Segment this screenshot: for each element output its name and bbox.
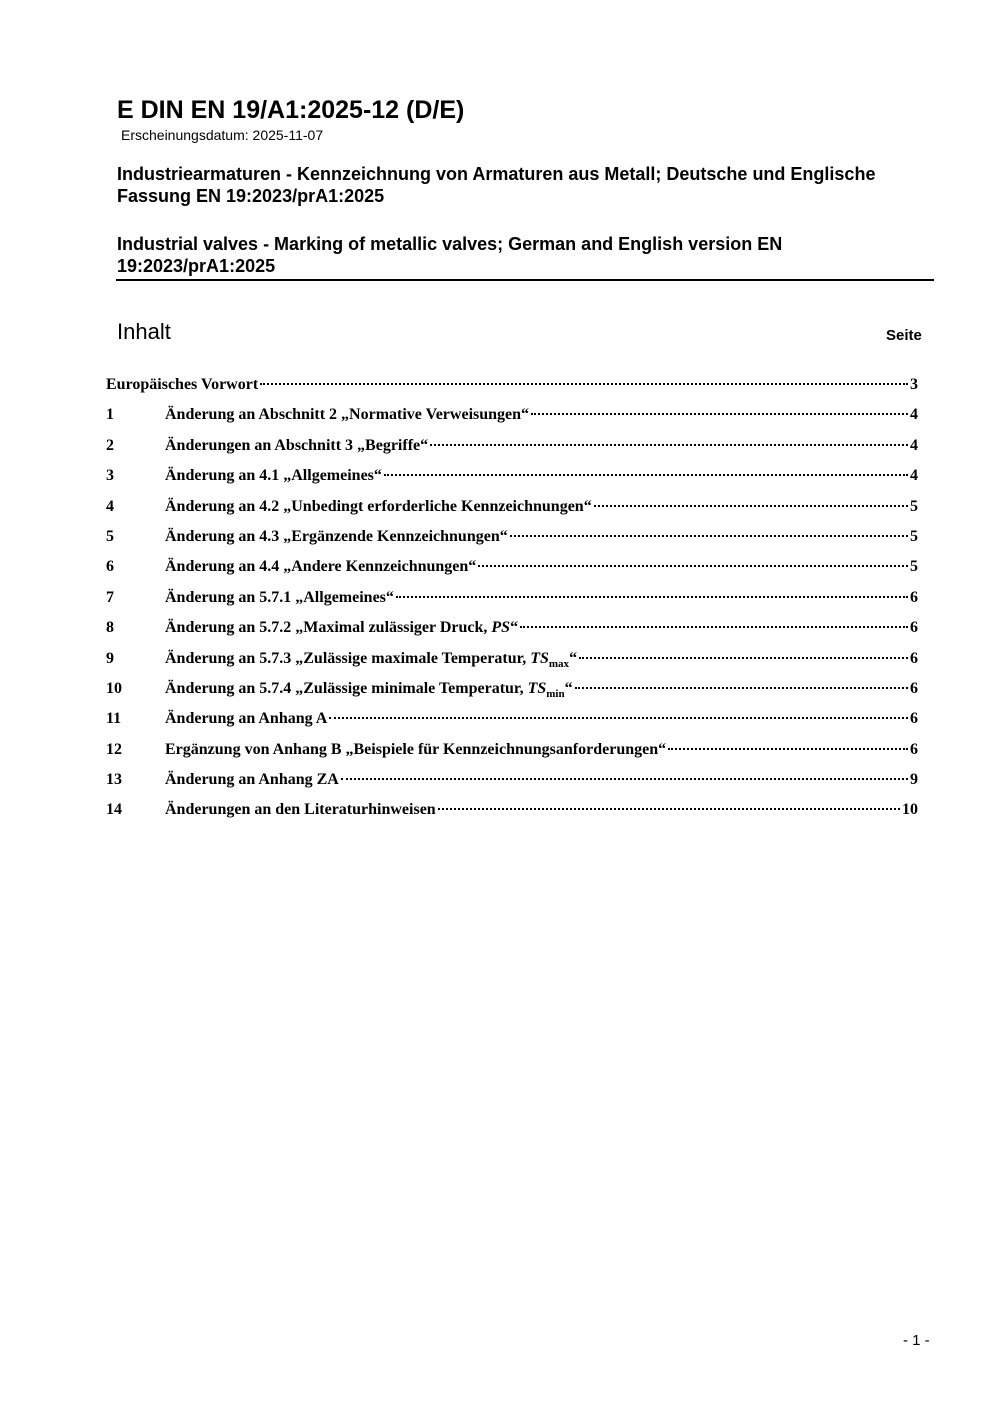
toc-entry[interactable] — [106, 768, 918, 798]
publication-date-value: 2025-11-07 — [252, 127, 324, 143]
toc-entry[interactable] — [106, 555, 918, 585]
toc-entry-page: 3 — [910, 376, 918, 393]
toc-entry-page: 5 — [910, 558, 918, 576]
toc-entry-page: 10 — [902, 801, 918, 819]
toc-entry-page: 9 — [910, 771, 918, 789]
toc-entry[interactable] — [106, 616, 918, 646]
toc-entry-number: 1 — [106, 406, 114, 424]
toc-leader-dots — [396, 596, 908, 598]
toc-entry[interactable] — [106, 738, 918, 768]
toc-entry-page: 4 — [910, 406, 918, 424]
toc-entry-title[interactable] — [165, 647, 577, 671]
subscript-max: max — [548, 657, 570, 670]
symbol-ps: PS — [491, 619, 511, 637]
toc-entry-title[interactable]: Europäisches Vorwort — [106, 376, 259, 393]
toc-entry-title[interactable]: Änderung an 4.4 „Andere Kennzeichnungen“ — [165, 558, 477, 576]
toc-entry-number: 3 — [106, 467, 114, 485]
toc-entry[interactable] — [106, 707, 918, 737]
toc-entry-number: 4 — [106, 497, 114, 515]
toc-page-column-label: Seite — [886, 327, 922, 344]
toc-entry-number: 6 — [106, 558, 114, 576]
closing-quote: “ — [564, 679, 573, 697]
toc-leader-dots — [341, 778, 908, 780]
toc-heading: Inhalt — [117, 319, 171, 344]
toc-entry-title[interactable]: Änderung an 4.2 „Unbedingt erforderliche Kennzeichnungen“ — [165, 497, 592, 515]
toc-leader-dots — [510, 535, 908, 537]
toc-leader-dots — [668, 748, 908, 750]
toc-entry[interactable] — [106, 677, 918, 707]
toc-entry-title[interactable] — [165, 677, 573, 701]
toc-entry-title[interactable]: Änderungen an Abschnitt 3 „Begriffe“ — [165, 436, 429, 454]
toc-entry-title[interactable]: Änderung an 4.3 „Ergänzende Kennzeichnungen“ — [165, 527, 508, 545]
subscript-min: min — [546, 688, 565, 701]
symbol-ts: TS — [530, 649, 549, 667]
toc-leader-dots — [520, 626, 908, 628]
toc-leader-dots — [594, 505, 908, 507]
toc-entry-page: 6 — [910, 619, 918, 637]
toc-entry-page: 6 — [910, 679, 918, 697]
closing-quote: “ — [569, 649, 578, 667]
title-divider — [116, 279, 934, 281]
toc-entry-title[interactable]: Änderungen an den Literaturhinweisen — [165, 801, 436, 819]
toc-leader-dots — [579, 657, 908, 659]
toc-entry-number: 12 — [106, 740, 122, 758]
toc-entry-page: 6 — [910, 740, 918, 758]
toc-entry[interactable] — [106, 434, 918, 464]
toc-entry-page: 6 — [910, 588, 918, 606]
toc-entry-number: 5 — [106, 527, 114, 545]
toc-entry[interactable] — [106, 798, 918, 828]
page-number: - 1 - — [903, 1332, 930, 1349]
toc-entry-title[interactable]: Ergänzung von Anhang B „Beispiele für Kennzeichnungsanforderungen“ — [165, 740, 667, 758]
toc-entry-title[interactable] — [165, 616, 518, 640]
publication-date — [121, 126, 323, 144]
toc-leader-dots — [531, 413, 908, 415]
toc-leader-dots — [478, 565, 908, 567]
toc-entry-number: 14 — [106, 801, 122, 819]
toc-entry-number: 8 — [106, 619, 114, 637]
toc-leader-dots — [575, 687, 908, 689]
toc-entry[interactable] — [106, 373, 918, 403]
toc-entry-page: 4 — [910, 467, 918, 485]
toc-entry-title[interactable]: Änderung an Abschnitt 2 „Normative Verweisungen“ — [165, 406, 530, 424]
toc-entry[interactable] — [106, 403, 918, 433]
toc-entry-title-text: Änderung an 5.7.3 „Zulässige maximale Temperatur, — [165, 649, 531, 667]
toc-entry-page: 6 — [910, 649, 918, 667]
toc-entry-number: 11 — [106, 710, 122, 728]
toc-entry-page: 6 — [910, 710, 918, 728]
document-title: E DIN EN 19/A1:2025-12 (D/E) — [117, 96, 465, 124]
toc-entry[interactable] — [106, 647, 918, 677]
toc-leader-dots — [438, 808, 900, 810]
toc-entry-page: 4 — [910, 436, 918, 454]
closing-quote: “ — [510, 619, 519, 637]
toc-entry-title-text: Änderung an 5.7.2 „Maximal zulässiger Druck, — [165, 619, 492, 637]
toc-entry-number: 10 — [106, 679, 122, 697]
toc-entry-title-text: Änderung an 5.7.4 „Zulässige minimale Temperatur, — [165, 679, 528, 697]
toc-entry[interactable] — [106, 464, 918, 494]
toc-entry-page: 5 — [910, 497, 918, 515]
toc-entry[interactable] — [106, 495, 918, 525]
table-of-contents — [106, 373, 918, 829]
toc-entry-title[interactable]: Änderung an Anhang A — [165, 710, 328, 728]
toc-leader-dots — [430, 444, 908, 446]
toc-entry-number: 9 — [106, 649, 114, 667]
toc-leader-dots — [384, 474, 908, 476]
toc-entry-title[interactable]: Änderung an 4.1 „Allgemeines“ — [165, 467, 382, 485]
toc-entry-number: 13 — [106, 771, 122, 789]
toc-leader-dots — [260, 383, 908, 385]
toc-entry[interactable] — [106, 525, 918, 555]
toc-entry-number: 2 — [106, 436, 114, 454]
symbol-ts: TS — [527, 679, 547, 697]
toc-entry-page: 5 — [910, 527, 918, 545]
title-english: Industrial valves - Marking of metallic valves; German and English version EN 19:2023/prA1:2025 — [117, 234, 783, 276]
title-german: Industriearmaturen - Kennzeichnung von Armaturen aus Metall; Deutsche und Englische Fassung EN 19:2023/prA1:2025 — [117, 164, 876, 206]
toc-entry-title[interactable]: Änderung an 5.7.1 „Allgemeines“ — [165, 588, 394, 606]
toc-leader-dots — [329, 717, 908, 719]
publication-date-label: Erscheinungsdatum: — [121, 127, 249, 143]
toc-entry-title[interactable]: Änderung an Anhang ZA — [165, 771, 339, 789]
toc-entry-number: 7 — [106, 588, 114, 606]
toc-entry[interactable] — [106, 586, 918, 616]
